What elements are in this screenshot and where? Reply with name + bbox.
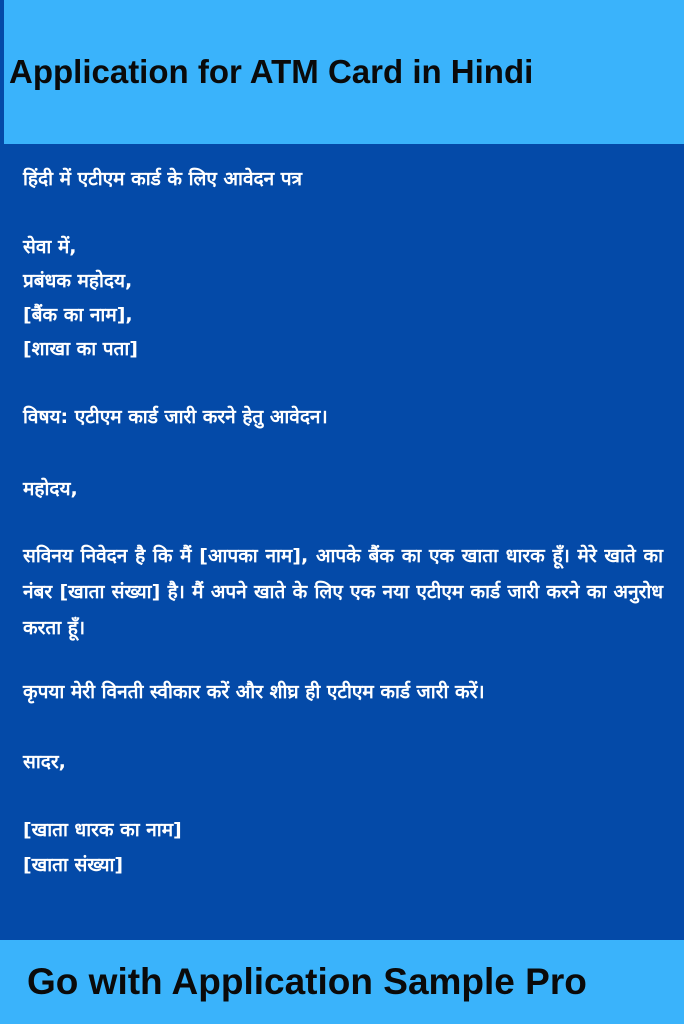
account-holder-name-line: [खाता धारक का नाम] [23, 819, 182, 841]
account-number-line: [खाता संख्या] [23, 854, 124, 876]
recipient-line: प्रबंधक महोदय, [23, 270, 133, 292]
footer-promo-text: Go with Application Sample Pro [27, 961, 587, 1002]
greeting-line: महोदय, [23, 478, 78, 500]
page-title: Application for ATM Card in Hindi [9, 53, 534, 90]
subject-line: विषय: एटीएम कार्ड जारी करने हेतु आवेदन। [23, 406, 328, 428]
salutation-to: सेवा में, [23, 236, 77, 258]
letter-heading: हिंदी में एटीएम कार्ड के लिए आवेदन पत्र [23, 168, 303, 190]
bank-name-line: [बैंक का नाम], [23, 304, 133, 326]
closing-line: सादर, [23, 751, 66, 773]
footer-banner [0, 940, 684, 1024]
request-line: कृपया मेरी विनती स्वीकार करें और शीघ्र ही एटीएम कार्ड जारी करें। [23, 681, 485, 703]
branch-address-line: [शाखा का पता] [23, 338, 138, 360]
body-paragraph: सविनय निवेदन है कि मैं [आपका नाम], आपके बैंक का एक खाता धारक हूँ। मेरे खाते का नंबर [खाता संख्या] है। मैं अपने खाते के लिए एक नया एटीएम कार्ड जारी करने का अनुरोध करता हूँ। [23, 545, 663, 639]
header-banner [0, 0, 684, 144]
